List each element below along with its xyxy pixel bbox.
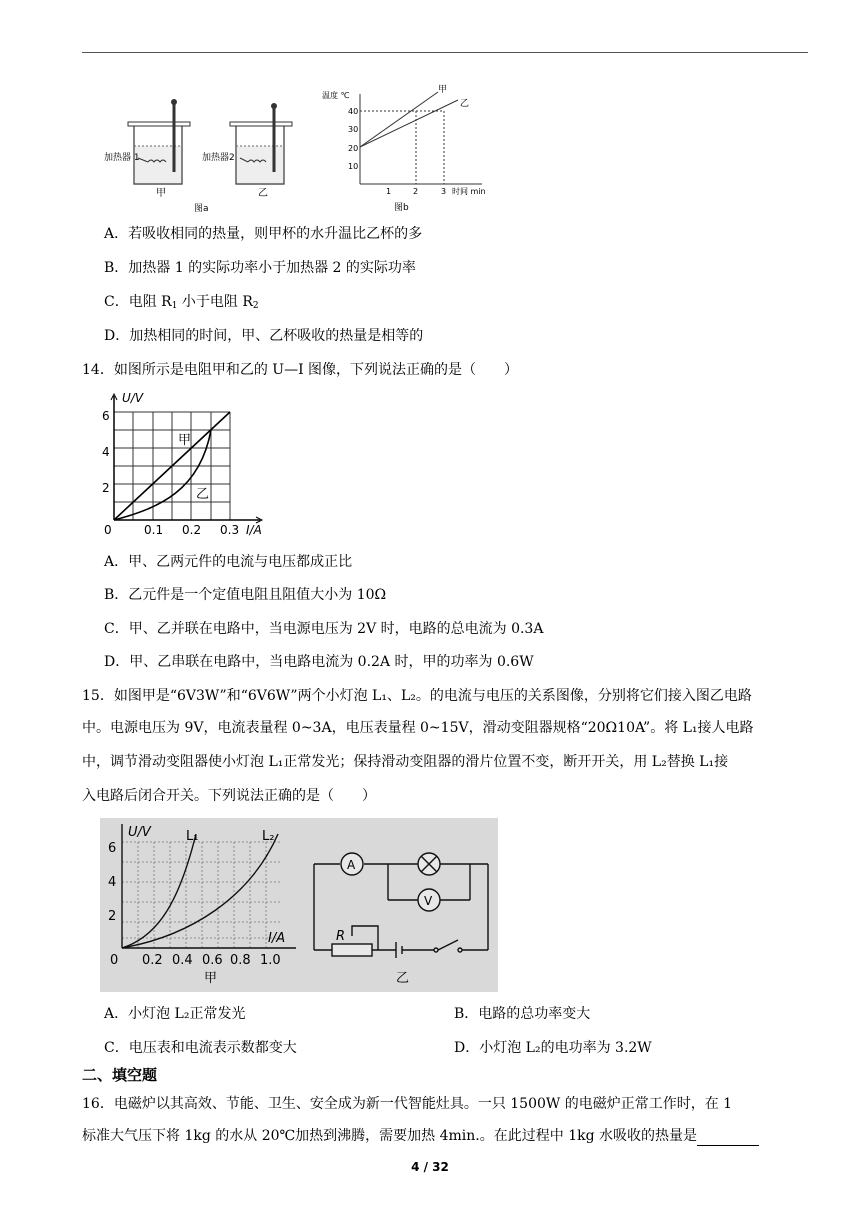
q13-option-c: C．电阻 $R_1$ 小于电阻 $R_2$ bbox=[104, 294, 259, 311]
rheostat-label: R bbox=[336, 929, 346, 944]
beaker-jia-figure bbox=[128, 99, 190, 184]
q15-option-c: C．电压表和电流表示数都变大 bbox=[104, 1040, 297, 1056]
q15-l2-label: L₂ bbox=[262, 829, 275, 844]
q14-series-jia-label: 甲 bbox=[178, 433, 192, 448]
q15-option-d: D．小灯泡 L₂的电功率为 3.2W bbox=[454, 1040, 652, 1056]
q15-ylabel: U/V bbox=[128, 825, 151, 840]
q14-option-d: D．甲、乙串联在电路中，当电路电流为 0.2A 时，甲的功率为 0.6W bbox=[104, 654, 534, 670]
q15-graph-caption: 甲 bbox=[204, 971, 218, 986]
section-heading-fill-in: 二、填空题 bbox=[82, 1066, 158, 1084]
fig-b-series-yi-label: 乙 bbox=[460, 99, 470, 109]
fig-b-ytick: 20 bbox=[348, 144, 359, 153]
q14-xlabel: I/A bbox=[246, 523, 262, 537]
q14-ui-graph bbox=[100, 390, 280, 540]
header-rule bbox=[82, 52, 808, 53]
q15-l1-label: L₁ bbox=[186, 829, 199, 844]
q14-ylabel: U/V bbox=[122, 391, 144, 405]
q14-xtick: 0.2 bbox=[182, 523, 202, 537]
q14-option-b: B．乙元件是一个定值电阻且阻值大小为 10Ω bbox=[104, 587, 387, 603]
fig-b-xtick: 3 bbox=[441, 187, 447, 196]
q14-series-yi-label: 乙 bbox=[196, 487, 210, 502]
q14-ytick: 6 bbox=[102, 409, 110, 423]
q15-option-a: A．小灯泡 L₂正常发光 bbox=[104, 1006, 246, 1022]
fig-a-caption: 图a bbox=[194, 204, 209, 214]
q15-xtick: 0.8 bbox=[230, 953, 251, 968]
q15-stem-line1: 15．如图甲是“6V3W”和“6V6W”两个小灯泡 L₁、L₂。的电流与电压的关系图像，分别将它们接入图乙电路 bbox=[82, 688, 752, 704]
fig-b-ytick: 40 bbox=[348, 107, 359, 116]
q14-option-c: C．甲、乙并联在电路中，当电源电压为 2V 时，电路的总电流为 0.3A bbox=[104, 621, 544, 637]
page-number: 4 / 32 bbox=[411, 1160, 449, 1174]
q15-ytick: 6 bbox=[108, 841, 117, 856]
q15-stem-line2: 中。电源电压为 9V，电流表量程 0~3A，电压表量程 0~15V，滑动变阻器规格“20Ω10A”。将 L₁接人电路 bbox=[82, 720, 754, 736]
q15-xtick: 0.2 bbox=[142, 953, 163, 968]
q14-origin: 0 bbox=[104, 523, 112, 537]
l2-curve bbox=[122, 834, 278, 948]
beaker-yi-figure bbox=[230, 103, 292, 184]
q16-stem-line1: 16．电磁炉以其高效、节能、卫生、安全成为新一代智能灶具。一只 1500W 的电磁炉正常工作时，在 1 bbox=[82, 1096, 733, 1112]
q14-stem: 14．如图所示是电阻甲和乙的 U—I 图像，下列说法正确的是（ ） bbox=[82, 362, 519, 378]
fig-b-xlabel: 时间 min bbox=[452, 187, 486, 196]
q15-figures bbox=[100, 818, 498, 992]
q15-stem-line3: 中，调节滑动变阻器使小灯泡 L₁正常发光；保持滑动变阻器的滑片位置不变，断开开关，用 L₂替换 L₁接 bbox=[82, 754, 729, 770]
q14-xtick: 0.1 bbox=[144, 523, 164, 537]
q15-ytick: 2 bbox=[108, 909, 117, 924]
fig-b-ytick: 10 bbox=[348, 162, 359, 171]
heater1-label: 加热器 1 bbox=[104, 153, 140, 163]
q14-ytick: 2 bbox=[102, 481, 110, 495]
fig-b-xtick: 2 bbox=[413, 187, 419, 196]
circuit-caption: 乙 bbox=[396, 971, 410, 986]
q13-figures bbox=[98, 84, 498, 216]
q15-origin: 0 bbox=[110, 953, 119, 968]
ammeter-label: A bbox=[347, 858, 356, 872]
q15-xtick: 0.4 bbox=[172, 953, 193, 968]
q15-xtick: 0.6 bbox=[202, 953, 223, 968]
fig-b-ylabel: 温度 ℃ bbox=[322, 91, 350, 100]
q15-xtick: 1.0 bbox=[260, 953, 281, 968]
heater2-label: 加热器2 bbox=[202, 153, 235, 163]
fig-b-ytick: 30 bbox=[348, 125, 359, 134]
q15-figure-photo bbox=[100, 818, 498, 992]
beaker-jia-caption: 甲 bbox=[156, 188, 166, 199]
answer-blank[interactable] bbox=[697, 1131, 759, 1146]
q15-xlabel: I/A bbox=[268, 931, 286, 946]
fig-b-series-jia-label: 甲 bbox=[438, 85, 448, 95]
voltmeter-label: V bbox=[424, 894, 433, 908]
q14-option-a: A．甲、乙两元件的电流与电压都成正比 bbox=[104, 554, 353, 570]
beaker-yi-caption: 乙 bbox=[258, 188, 268, 199]
series-yi-line bbox=[360, 100, 458, 147]
fig-b-xtick: 1 bbox=[386, 187, 392, 196]
q15-ytick: 4 bbox=[108, 875, 117, 890]
q14-xtick: 0.3 bbox=[220, 523, 240, 537]
q15-option-b: B．电路的总功率变大 bbox=[454, 1006, 591, 1022]
q13-option-d: D．加热相同的时间，甲、乙杯吸收的热量是相等的 bbox=[104, 328, 424, 344]
fig-b-caption: 图b bbox=[394, 203, 409, 213]
series-jia-line bbox=[360, 92, 438, 147]
q13-option-a: A．若吸收相同的热量，则甲杯的水升温比乙杯的多 bbox=[104, 226, 423, 242]
q14-ytick: 4 bbox=[102, 445, 110, 459]
q16-stem-line2: 标准大气压下将 1kg 的水从 20℃加热到沸腾，需要加热 4min.。在此过程中 1kg 水吸收的热量是 bbox=[82, 1126, 759, 1146]
q15-stem-line4: 入电路后闭合开关。下列说法正确的是（ ） bbox=[82, 788, 376, 804]
l1-curve bbox=[122, 834, 196, 948]
q13-option-b: B．加热器 1 的实际功率小于加热器 2 的实际功率 bbox=[104, 260, 416, 276]
